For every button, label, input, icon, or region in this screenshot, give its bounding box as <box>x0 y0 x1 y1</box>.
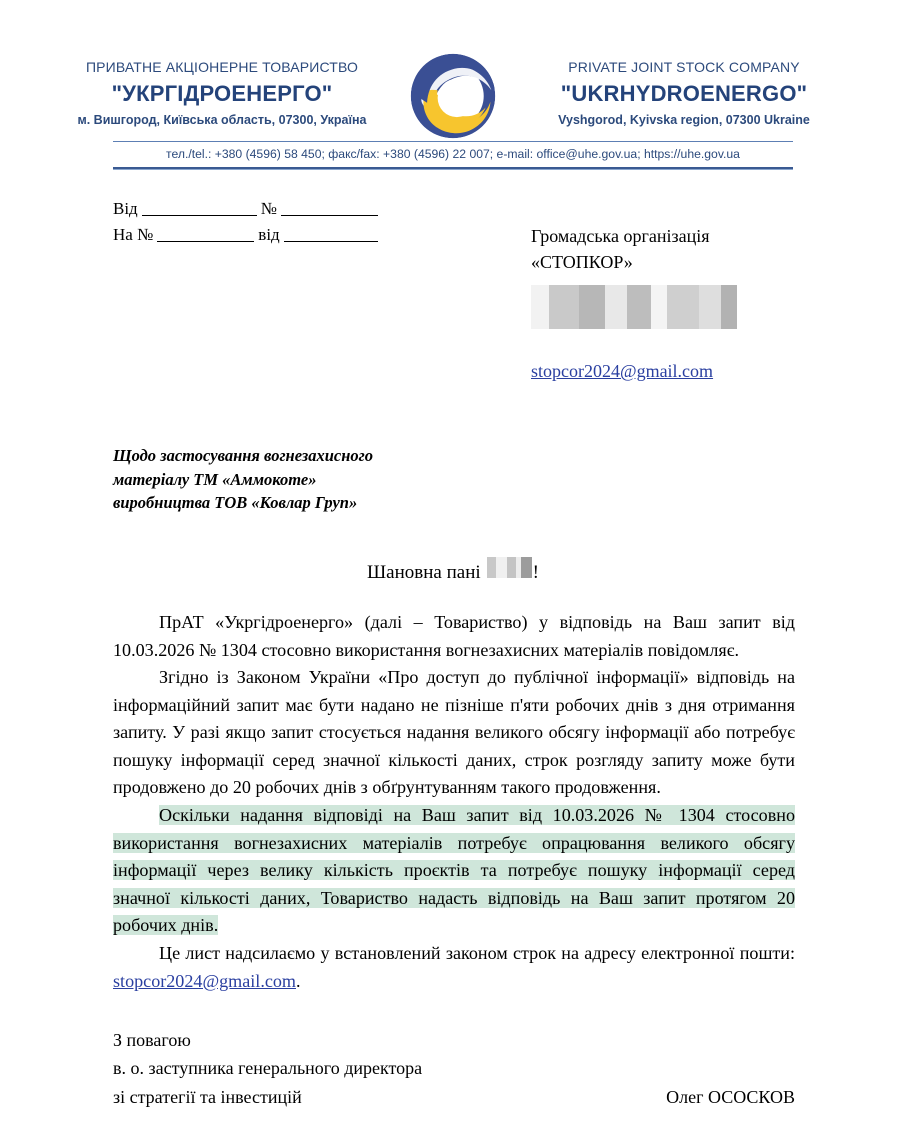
reference-field-date[interactable] <box>142 215 257 216</box>
reference-field-incoming-date[interactable] <box>284 241 378 242</box>
org-type-uk: ПРИВАТНЕ АКЦІОНЕРНЕ ТОВАРИСТВО <box>85 59 359 75</box>
subject-line-3: виробництва ТОВ «Ковлар Груп» <box>113 493 358 513</box>
signatory-name: Олег ОСОСКОВ <box>666 1086 795 1107</box>
letterhead-ukrainian-block <box>47 48 397 128</box>
reference-label-number: № <box>260 199 277 218</box>
letterhead-row <box>0 48 906 138</box>
salutation <box>113 557 793 586</box>
addressee-org-type: Громадська організація <box>531 226 710 246</box>
org-type-en: PRIVATE JOINT STOCK COMPANY <box>568 59 800 75</box>
body-paragraph-2: Згідно із Законом України «Про доступ до публічної інформації» відповідь на інформаційний запит має бути надано не пізніше п'яти робочих днів з дня отримання запиту. У разі якщо запит стосується надання великого обсягу інформації або потребує пошуку інформації серед значної кількості даних, строк розгляду запиту може бути продовжено до 20 робочих днів з обґрунтуванням такого продовження. <box>113 667 795 798</box>
letterhead-english-block <box>509 48 859 128</box>
letterhead-contacts: тел./tel.: +380 (4596) 58 450; факс/fax: +380 (4596) 22 007; e-mail: office@uhe.gov.ua; https://uhe.gov.ua <box>166 147 740 161</box>
salutation-prefix: Шановна пані <box>367 562 481 583</box>
salutation-redacted-name <box>487 557 532 578</box>
signature-title-line-2: зі стратегії та інвестицій <box>113 1086 302 1107</box>
letterhead <box>0 0 906 172</box>
reference-label-on-number: На № <box>113 225 154 245</box>
body-email-link[interactable]: stopcor2024@gmail.com <box>113 970 296 991</box>
body-highlight-span: Оскільки надання відповіді на Ваш запит від 10.03.2026 № 1304 стосовно використання вогнезахисних матеріалів потребує опрацювання великого обсягу інформації через велику кількість проєктів та потребує пошуку інформації серед значної кількості даних, Товариство надасть відповідь на Ваш запит протягом 20 робочих днів. <box>113 805 795 936</box>
org-address-en: Vyshgorod, Kyivska region, 07300 Ukraine <box>558 113 810 128</box>
body-paragraph-1: ПрАТ «Укргідроенерго» (далі – Товариство) у відповідь на Ваш запит від 10.03.2026 № 1304 стосовно використання вогнезахисних матеріалів повідомляє. <box>113 612 795 660</box>
reference-label-from: Від <box>113 199 138 218</box>
signature-title-line-1: в. о. заступника генерального директора <box>113 1058 423 1079</box>
reference-line-from <box>113 196 382 222</box>
signature-block <box>113 1026 795 1111</box>
signature-closing: З повагою <box>113 1030 191 1050</box>
reference-line-reply-to <box>113 222 382 248</box>
subject-line-1: Щодо застосування вогнезахисного <box>113 446 373 465</box>
subject-block <box>113 444 533 515</box>
addressee-email-link[interactable]: stopcor2024@gmail.com <box>531 361 714 382</box>
body-paragraph-4-text: Це лист надсилаємо у встановлений законом строк на адресу електронної пошти: <box>159 942 795 963</box>
reference-field-number[interactable] <box>281 215 378 216</box>
org-brand-uk: "УКРГІДРОЕНЕРГО" <box>111 80 333 106</box>
addressee-org-name: «СТОПКОР» <box>531 251 633 272</box>
reference-field-incoming-number[interactable] <box>157 241 254 242</box>
reference-block <box>113 196 382 249</box>
subject-line-2: матеріалу ТМ «Аммокоте» <box>113 469 317 489</box>
signature-final-row <box>113 1083 795 1111</box>
salutation-suffix: ! <box>532 562 539 583</box>
addressee-redacted-name <box>531 285 737 329</box>
letterhead-divider-bottom <box>113 167 793 170</box>
ukrhydroenergo-wave-logo-icon <box>397 48 509 144</box>
org-address-uk: м. Вишгород, Київська область, 07300, Україна <box>77 113 367 128</box>
letter-body <box>113 609 795 995</box>
salutation-inner <box>367 557 539 586</box>
body-paragraph-4-period: . <box>296 970 301 991</box>
body-paragraph-3-highlighted <box>113 802 795 940</box>
reference-label-from-2: від <box>258 225 280 245</box>
letterhead-divider-top <box>113 141 793 142</box>
body-paragraph-4 <box>113 940 795 995</box>
addressee-block <box>531 224 861 385</box>
org-brand-en: "UKRHYDROENERGO" <box>560 80 808 106</box>
